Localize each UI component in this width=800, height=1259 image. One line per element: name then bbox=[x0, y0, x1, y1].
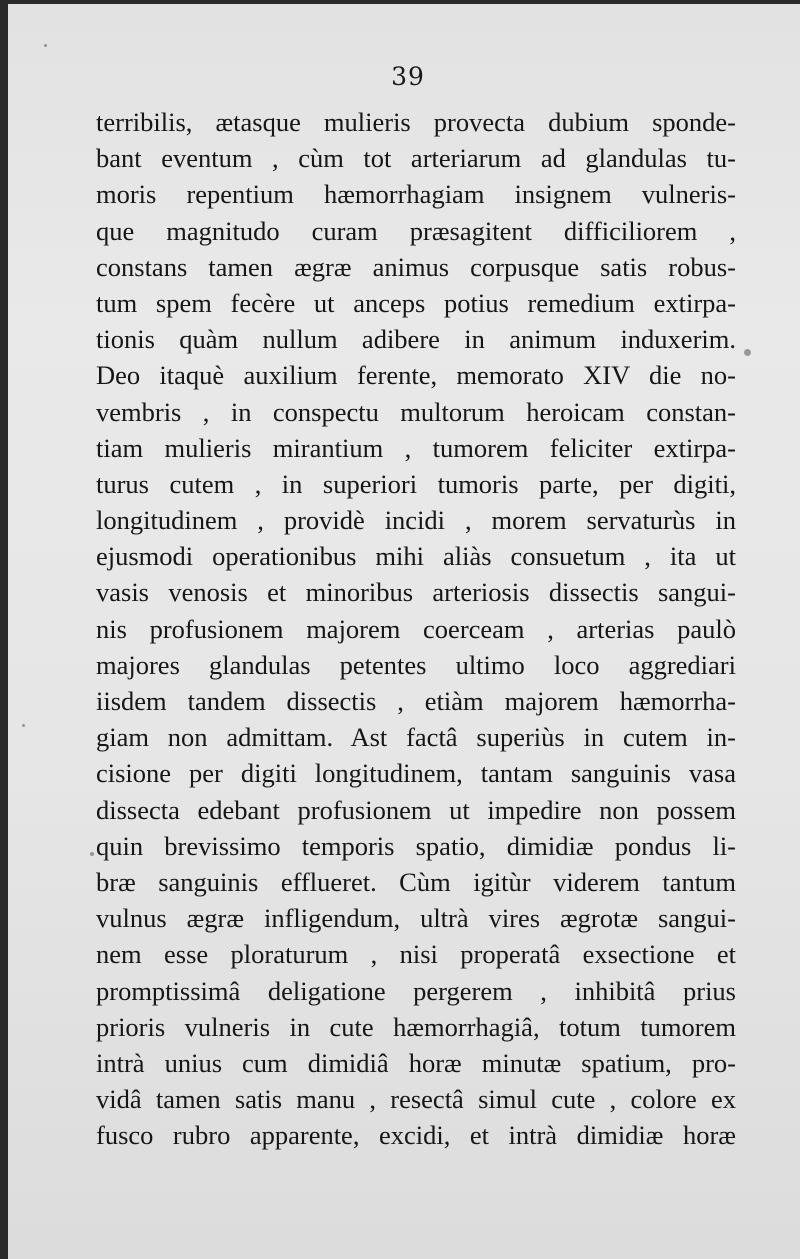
text-line: ejusmodi operationibus mihi aliàs consuetum , ita ut bbox=[96, 541, 736, 572]
text-line: majores glandulas petentes ultimo loco aggrediari bbox=[96, 649, 736, 680]
text-line: terribilis, ætasque mulieris provecta dubium sponde- bbox=[96, 107, 736, 137]
scan-speck bbox=[744, 349, 751, 356]
text-line: moris repentium hæmorrhagiam insignem vulneris- bbox=[96, 179, 736, 210]
text-line: prioris vulneris in cute hæmorrhagiâ, totum tumorem bbox=[96, 1011, 736, 1042]
text-line: giam non admittam. Ast factâ superiùs in cutem in- bbox=[96, 722, 736, 753]
text-line: tiam mulieris mirantium , tumorem feliciter extirpa- bbox=[96, 432, 736, 463]
text-line: intrà unius cum dimidiâ horæ minutæ spatium, pro- bbox=[96, 1047, 736, 1078]
text-line: vidâ tamen satis manu , resectâ simul cute , colore ex bbox=[96, 1084, 736, 1115]
text-line: bræ sanguinis efflueret. Cùm igitùr viderem tantum bbox=[96, 866, 736, 897]
text-line: Deo itaquè auxilium ferente, memorato XIV die no- bbox=[96, 360, 736, 391]
text-line: turus cutem , in superiori tumoris parte, per digiti, bbox=[96, 468, 736, 499]
text-line: vulnus ægræ infligendum, ultrà vires ægrotæ sangui- bbox=[96, 903, 736, 934]
scan-speck bbox=[44, 44, 47, 47]
scan-speck bbox=[90, 852, 94, 856]
text-line: tionis quàm nullum adibere in animum induxerim. bbox=[96, 324, 736, 355]
body-text bbox=[96, 104, 736, 1153]
text-line: bant eventum , cùm tot arteriarum ad glandulas tu- bbox=[96, 143, 736, 174]
text-line: dissecta edebant profusionem ut impedire non possem bbox=[96, 794, 736, 825]
text-line: promptissimâ deligatione pergerem , inhibitâ prius bbox=[96, 975, 736, 1006]
text-line: nem esse ploraturum , nisi properatâ exsectione et bbox=[96, 939, 736, 970]
text-line: que magnitudo curam præsagitent difficiliorem , bbox=[96, 215, 736, 246]
book-page bbox=[8, 4, 800, 1259]
text-line: fusco rubro apparente, excidi, et intrà dimidiæ horæ bbox=[96, 1120, 736, 1151]
text-line: constans tamen ægræ animus corpusque satis robus- bbox=[96, 251, 736, 282]
page-number: 39 bbox=[391, 62, 425, 91]
text-line: iisdem tandem dissectis , etiàm majorem hæmorrha- bbox=[96, 686, 736, 716]
scan-speck bbox=[22, 724, 25, 727]
text-line: longitudinem , providè incidi , morem servaturùs in bbox=[96, 505, 736, 536]
text-line: vembris , in conspectu multorum heroicam constan- bbox=[96, 396, 736, 427]
text-line: nis profusionem majorem coerceam , arterias paulò bbox=[96, 613, 736, 644]
text-line: cisione per digiti longitudinem, tantam sanguinis vasa bbox=[96, 758, 736, 789]
text-line: vasis venosis et minoribus arteriosis dissectis sangui- bbox=[96, 577, 736, 608]
text-line: quin brevissimo temporis spatio, dimidiæ pondus li- bbox=[96, 830, 736, 861]
text-line: tum spem fecère ut anceps potius remedium extirpa- bbox=[96, 287, 736, 318]
